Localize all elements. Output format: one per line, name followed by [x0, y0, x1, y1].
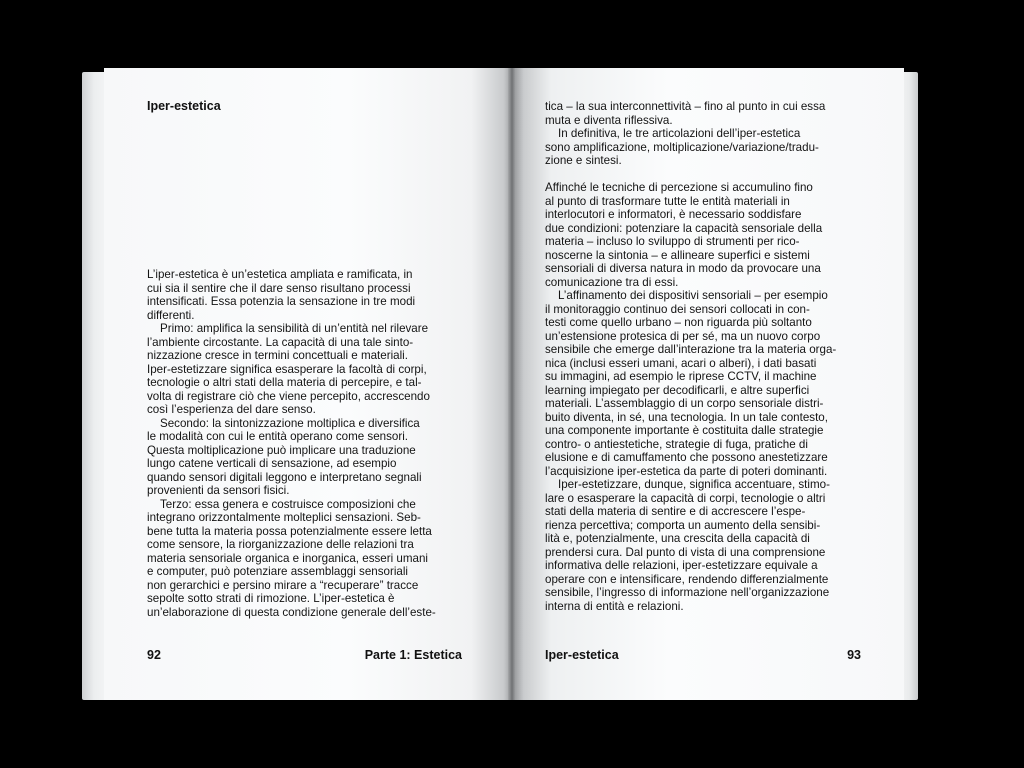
text-line: sensibile, l’ingresso di informazione nell’organizzazione	[545, 586, 830, 599]
text-line: rienza percettiva; comporta un aumento della sensibi-	[545, 518, 821, 532]
text-line: lungo catene verticali di sensazione, ad esempio	[147, 457, 397, 470]
text-line: le modalità con cui le entità operano come sensori.	[147, 430, 409, 443]
text-line: buito diventa, in sé, una tecnologia. In un tale contesto,	[545, 410, 828, 424]
text-line: noscerne la sintonia – e allineare superfici e sistemi	[545, 248, 810, 262]
text-line: nica (inclusi esseri umani, acari o alberi), i dati basati	[545, 356, 817, 370]
text-line: Questa moltiplicazione può implicare una traduzione	[147, 443, 416, 457]
text-line: L’iper-estetica è un’estetica ampliata e ramificata, in	[147, 268, 413, 281]
left-page	[104, 68, 512, 700]
text-line: materia sensoriale organica e inorganica, esseri umani	[147, 551, 428, 565]
paragraph-gap	[545, 168, 836, 182]
text-line: elusione e di camuffamento che possono anestetizzare	[545, 451, 828, 464]
text-line: lità e, potenzialmente, una crescita della capacità di	[545, 532, 810, 545]
text-line: Iper-estetizzare significa esasperare la facoltà di corpi,	[147, 362, 427, 376]
section-title-footer: Parte 1: Estetica	[364, 648, 462, 662]
text-line: testi come quello urbano – non riguarda più soltanto	[545, 316, 812, 329]
book-gutter	[508, 68, 516, 700]
text-line: L’affinamento dei dispositivi sensoriali – per esempio	[558, 289, 828, 302]
text-line: learning impiegato per decodificarli, e altre superfici	[545, 383, 810, 397]
text-line: l’ambiente circostante. La capacità di una tale sinto-	[147, 335, 414, 349]
text-line: bene tutta la materia possa potenzialmente essere letta	[147, 524, 432, 538]
text-line: un’elaborazione di questa condizione generale dell’este-	[147, 605, 436, 619]
text-line: materia – incluso lo sviluppo di strumenti per rico-	[545, 235, 800, 248]
text-line: come sensore, la riorganizzazione delle relazioni tra	[147, 538, 414, 551]
text-line: così l’esperienza del dare senso.	[147, 403, 316, 416]
text-line: In definitiva, le tre articolazioni dell’iper-estetica	[558, 127, 801, 140]
text-line: quando sensori digitali leggono e interpretano segnali	[147, 470, 422, 484]
text-line: interlocutori e informatori, è necessario soddisfare	[545, 208, 802, 221]
text-line: stati della materia di sentire e di accrescere l’espe-	[545, 505, 806, 518]
text-line: il monitoraggio continuo dei sensori collocati in con-	[545, 302, 810, 316]
text-line: sono amplificazione, moltiplicazione/variazione/tradu-	[545, 140, 819, 154]
text-line: lare o esasperare la capacità di corpi, tecnologie o altri	[545, 491, 826, 505]
text-line: prendersi cura. Dal punto di vista di una comprensione	[545, 545, 826, 559]
text-line: non gerarchici e persino mirare a “recuperare” tracce	[147, 578, 419, 592]
text-line: provenienti da sensori fisici.	[147, 484, 290, 497]
text-line: intensificati. Essa potenzia la sensazione in tre modi	[147, 295, 416, 308]
text-line: operare con e intensificare, rendendo differenzialmente	[545, 572, 829, 586]
right-page	[512, 68, 904, 700]
text-line: al punto di trasformare tutte le entità materiali in	[545, 194, 790, 208]
text-line: un’estensione protesica di per sé, ma un nuovo corpo	[545, 329, 821, 343]
text-line: muta e diventa riflessiva.	[545, 113, 673, 127]
text-line: interna di entità e relazioni.	[545, 599, 684, 613]
text-line: su immagini, ad esempio le riprese CCTV, il machine	[545, 370, 817, 383]
running-foot-right: Iper-estetica	[545, 648, 619, 662]
text-line: volta di registrare ciò che viene percepito, accrescendo	[147, 389, 430, 403]
text-line: tica – la sua interconnettività – fino al punto in cui essa	[545, 100, 826, 113]
text-line: Iper-estetizzare, dunque, significa accentuare, stimo-	[558, 478, 830, 491]
text-line: comunicazione tra di essi.	[545, 275, 679, 289]
text-line: una componente importante è costituita dalle strategie	[545, 424, 824, 437]
text-line: Primo: amplifica la sensibilità di un’entità nel rilevare	[160, 322, 429, 335]
text-line: zione e sintesi.	[545, 154, 622, 167]
text-line: informativa delle relazioni, iper-estetizzare equivale a	[545, 559, 818, 572]
text-line: sensibile che emerge dall’interazione tra la materia orga-	[545, 343, 837, 356]
text-line: l’acquisizione iper-estetica da parte di poteri dominanti.	[545, 464, 828, 478]
text-line: materiali. L’assemblaggio di un corpo sensoriale distri-	[545, 397, 824, 410]
text-line: nizzazione cresce in termini concettuali e materiali.	[147, 349, 408, 362]
text-line: tecnologie o altri stati della materia di percepire, e tal-	[147, 376, 422, 389]
text-line: integrano orizzontalmente molteplici sensazioni. Seb-	[147, 511, 421, 524]
text-line: due condizioni: potenziare la capacità sensoriale della	[545, 221, 823, 235]
text-line: contro- o antiestetiche, strategie di fuga, pratiche di	[545, 437, 808, 451]
page-number-right: 93	[847, 648, 861, 662]
right-body-text	[545, 100, 836, 613]
page-number-left: 92	[147, 648, 161, 662]
text-line: sensoriali di diversa natura in modo da provocare una	[545, 262, 821, 275]
text-line: Secondo: la sintonizzazione moltiplica e diversifica	[160, 416, 420, 430]
text-line: cui sia il sentire che il dare senso risultano processi	[147, 281, 411, 295]
text-line: Affinché le tecniche di percezione si accumulino fino	[545, 181, 813, 194]
text-line: differenti.	[147, 308, 195, 322]
text-line: e computer, può potenziare assemblaggi sensoriali	[147, 565, 409, 578]
text-line: sepolte sotto strati di rimozione. L’iper-estetica è	[147, 592, 395, 605]
left-body-text	[147, 268, 436, 619]
text-line: Terzo: essa genera e costruisce composizioni che	[160, 497, 416, 511]
running-head-left: Iper-estetica	[147, 99, 221, 113]
